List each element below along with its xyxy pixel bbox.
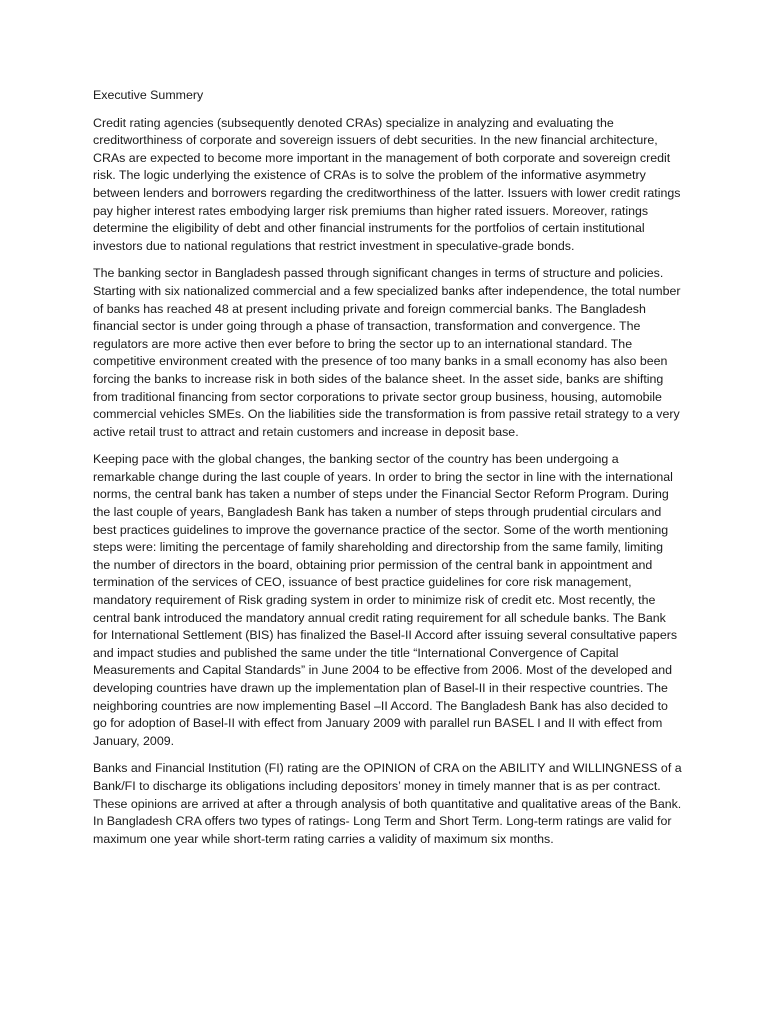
paragraph-credit-rating-agencies: Credit rating agencies (subsequently denoted CRAs) specialize in analyzing and evaluating the creditworthiness of corporate and sovereign issuers of debt securities. In the new financial architecture, CRAs are expected to become more important in the management of both corporate and sovereign credit risk. The logic underlying the existence of CRAs is to solve the problem of the informative asymmetry between lenders and borrowers regarding the creditworthiness of the latter. Issuers with lower credit ratings pay higher interest rates embodying larger risk premiums than higher rated issuers. Moreover, ratings determine the eligibility of debt and other financial instruments for the portfolios of certain institutional investors due to national regulations that restrict investment in speculative-grade bonds. — [93, 115, 681, 253]
paragraph-global-changes: Keeping pace with the global changes, the banking sector of the country has been undergoing a remarkable change during the last couple of years. In order to bring the sector in line with the international norms, the central bank has taken a number of steps under the Financial Sector Reform Program. During the last couple of years, Bangladesh Bank has taken a number of steps through prudential circulars and best practices guidelines to improve the governance practice of the sector. Some of the worth mentioning steps were: limiting the percentage of family shareholding and directorship from the same family, limiting the number of directors in the board, obtaining prior permission of the central bank in appointment and termination of the services of CEO, issuance of best practice guidelines for core risk management, mandatory requirement of Risk grading system in order to minimize risk of credit etc. Most recently, the central bank introduced the mandatory annual credit rating requirement for all schedule banks. The Bank for International Settlement (BIS) has finalized the Basel-II Accord after issuing several consultative papers and impact studies and published the same under the title “International Convergence of Capital Measurements and Capital Standards” in June 2004 to be effective from 2006. Most of the developed and developing countries have drawn up the implementation plan of Basel-II in their respective countries. The neighboring countries are now implementing Basel –II Accord. The Bangladesh Bank has also decided to go for adoption of Basel-II with effect from January 2009 with parallel run BASEL I and II with effect from January, 2009. — [93, 452, 678, 748]
paragraph-banking-sector: The banking sector in Bangladesh passed through significant changes in terms of structure and policies. Starting with six nationalized commercial and a few specialized banks after independence, the total number of banks has reached 48 at present including private and foreign commercial banks. The Bangladesh financial sector is under going through a phase of transaction, transformation and convergence. The regulators are more active then ever before to bring the sector up to an international standard. The competitive environment created with the presence of too many banks in a small economy has also been forcing the banks to increase risk in both sides of the balance sheet. In the asset side, banks are shifting from traditional financing from sector corporations to private sector group business, housing, automobile commercial vehicles SMEs. On the liabilities side the transformation is from passive retail strategy to a very active retail trust to attract and retain customers and increase in deposit base. — [93, 266, 681, 439]
paragraph-bank-fi-rating: Banks and Financial Institution (FI) rating are the OPINION of CRA on the ABILITY and WILLINGNESS of a Bank/FI to discharge its obligations including depositors’ money in timely manner that is as per contract. These opinions are arrived at after a through analysis of both quantitative and qualitative areas of the Bank. In Bangladesh CRA offers two types of ratings- Long Term and Short Term. Long-term ratings are valid for maximum one year while short-term rating carries a validity of maximum six months. — [93, 761, 682, 846]
document-page — [93, 87, 683, 858]
document-title: Executive Summery — [93, 88, 204, 102]
